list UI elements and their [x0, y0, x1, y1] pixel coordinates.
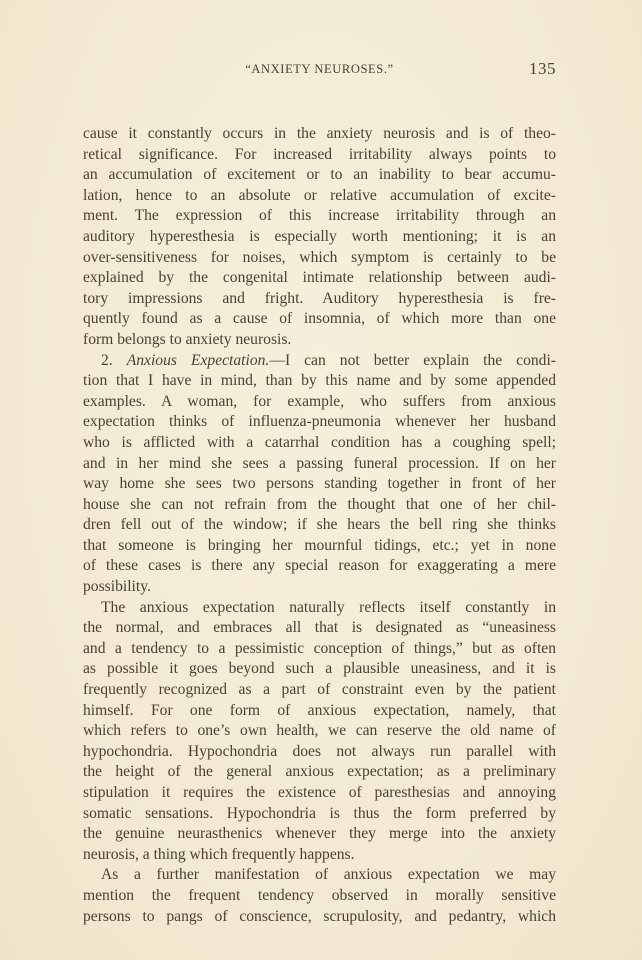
text-fragment: —I can not better explain the condi- — [269, 351, 557, 369]
text-line: persons to pangs of conscience, scrupulosity, and pedantry, which — [83, 907, 556, 925]
text-line: ment. The expression of this increase irritability through an — [83, 207, 556, 225]
text-line: auditory hyperesthesia is especially worth mentioning; it is an — [83, 227, 556, 245]
text-line: expectation thinks of influenza-pneumonia whenever her husband — [83, 413, 556, 431]
text-line: The anxious expectation naturally reflects itself constantly in — [101, 598, 556, 616]
text-line: an accumulation of excitement or to an inability to bear accumu- — [83, 166, 556, 184]
page-number: 135 — [529, 59, 556, 78]
text-line: hypochondria. Hypochondria does not always run parallel with — [83, 742, 556, 760]
text-line: somatic sensations. Hypochondria is thus the form preferred by — [83, 804, 556, 822]
text-line: retical significance. For increased irritability always points to — [83, 145, 556, 163]
section-number: 2. — [101, 351, 113, 369]
body-text — [83, 124, 556, 927]
text-line: lation, hence to an absolute or relative accumulation of excite- — [83, 186, 556, 204]
text-line: explained by the congenital intimate relationship between audi- — [83, 269, 556, 287]
section-title: Anxious Expectation. — [126, 351, 270, 369]
text-line: himself. For one form of anxious expectation, namely, that — [83, 701, 556, 719]
page-header — [83, 59, 556, 84]
text-line: which refers to one’s own health, we can reserve the old name of — [83, 722, 556, 740]
text-line: frequently recognized as a part of constraint even by the patient — [83, 681, 556, 699]
running-head: “ANXIETY NEUROSES.” — [245, 62, 394, 76]
text-line: house she can not refrain from the thought that one of her chil- — [83, 495, 556, 513]
text-line: neurosis, a thing which frequently happens. — [83, 845, 355, 863]
text-line: tion that I have in mind, than by this name and by some appended — [83, 372, 556, 390]
text-line: of these cases is there any special reason for exaggerating a mere — [83, 557, 556, 575]
text-line: as possible it goes beyond such a plausible uneasiness, and it is — [83, 660, 556, 678]
text-line: tory impressions and fright. Auditory hyperesthesia is fre- — [83, 289, 556, 307]
text-line: way home she sees two persons standing together in front of her — [83, 475, 556, 493]
text-line: and a tendency to a pessimistic conception of things,” but as often — [83, 639, 556, 657]
text-line: who is afflicted with a catarrhal condition has a coughing spell; — [83, 433, 556, 451]
text-line: the genuine neurasthenics whenever they merge into the anxiety — [83, 825, 556, 843]
text-line: possibility. — [83, 578, 151, 596]
text-line: quently found as a cause of insomnia, of which more than one — [83, 310, 556, 328]
section-heading-line — [83, 351, 556, 372]
text-line: that someone is bringing her mournful tidings, etc.; yet in none — [83, 536, 556, 554]
text-line: the normal, and embraces all that is designated as “uneasiness — [83, 619, 556, 637]
text-line: examples. A woman, for example, who suffers from anxious — [83, 392, 556, 410]
text-line: over-sensitiveness for noises, which symptom is certainly to be — [83, 248, 556, 266]
text-line: the height of the general anxious expectation; as a preliminary — [83, 763, 556, 781]
text-line: mention the frequent tendency observed in morally sensitive — [83, 886, 556, 904]
text-line: and in her mind she sees a passing funeral procession. If on her — [83, 454, 556, 472]
text-line: dren fell out of the window; if she hears the bell ring she thinks — [83, 516, 556, 534]
text-line: form belongs to anxiety neurosis. — [83, 330, 292, 348]
text-line: cause it constantly occurs in the anxiety neurosis and is of theo- — [83, 125, 556, 142]
text-line: As a further manifestation of anxious expectation we may — [101, 866, 556, 884]
text-line: stipulation it requires the existence of paresthesias and annoying — [83, 784, 556, 801]
